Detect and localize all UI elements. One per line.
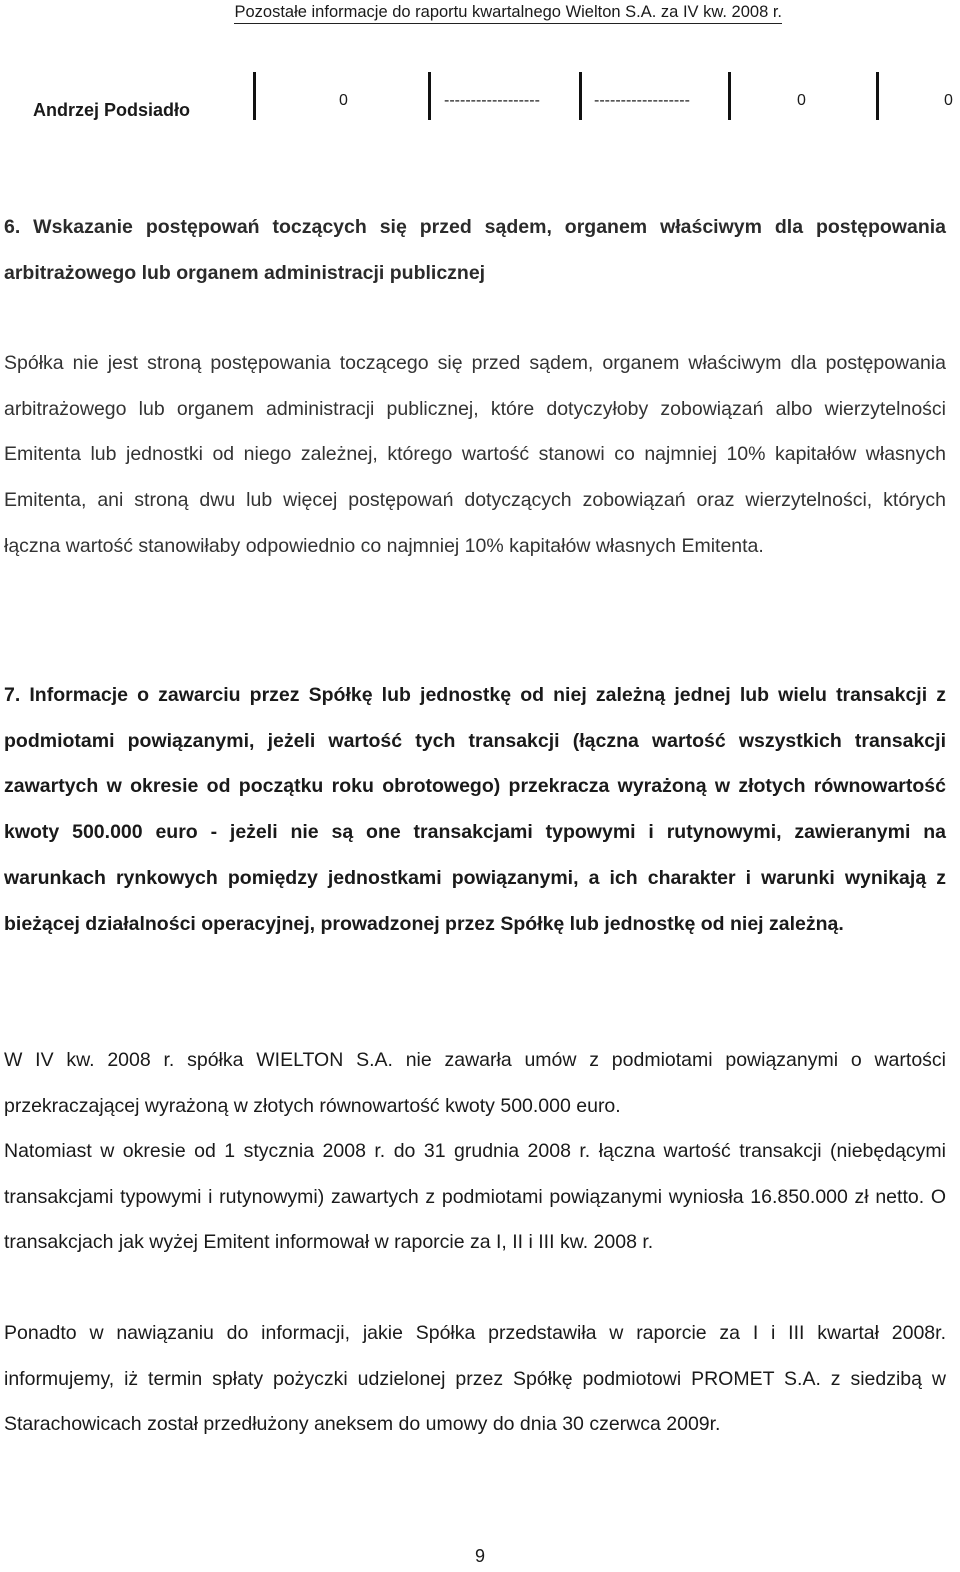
section-6-body: Spółka nie jest stroną postępowania toczącego się przed sądem, organem właściwym dla postępowania arbitrażowego lub organem administracji publicznej, które dotyczyłoby zobowiązań albo wierzytelności Emitenta lub jednostki od niego zależnej, którego wartość stanowi co najmniej 10% kapitałów własnych Emitenta, ani stroną dwu lub więcej postępowań dotyczących zobowiązań oraz wierzytelności, których łączna wartość stanowiłaby odpowiednio co najmniej 10% kapitałów własnych Emitenta. <box>4 352 946 557</box>
header-title: Pozostałe informacje do raportu kwartalnego Wielton S.A. za IV kw. 2008 r. <box>234 3 782 24</box>
table-cell-5: 0 <box>944 92 953 109</box>
table-divider <box>428 72 431 120</box>
table-cell-1: 0 <box>339 92 348 109</box>
table-divider <box>253 72 256 120</box>
table-divider <box>876 72 879 120</box>
page-number: 9 <box>474 1546 485 1566</box>
shareholding-table-row <box>0 72 960 120</box>
person-name: Andrzej Podsiadło <box>33 100 191 120</box>
section-7-paragraph-1: W IV kw. 2008 r. spółka WIELTON S.A. nie zawarła umów z podmiotami powiązanymi o wartości przekraczającej wyrażoną w złotych równowartość kwoty 500.000 euro. <box>4 1049 946 1117</box>
table-cell-2: ------------------ <box>444 92 540 109</box>
page-header <box>0 3 960 24</box>
table-cell-4: 0 <box>797 92 806 109</box>
table-divider <box>579 72 582 120</box>
section-7-paragraph-2: Natomiast w okresie od 1 stycznia 2008 r. do 31 grudnia 2008 r. łączna wartość transakcji (niebędącymi transakcjami typowymi i rutynowymi) zawartych z podmiotami powiązanymi wyniosła 16.850.000 zł netto. O transakcjach jak wyżej Emitent informował w raporcie za I, II i III kw. 2008 r. <box>4 1140 946 1254</box>
section-6-heading: 6. Wskazanie postępowań toczących się przed sądem, organem właściwym dla postępowania arbitrażowego lub organem administracji publicznej <box>4 216 946 284</box>
table-cell-3: ------------------ <box>594 92 690 109</box>
table-divider <box>728 72 731 120</box>
section-7-heading: 7. Informacje o zawarciu przez Spółkę lub jednostkę od niej zależną jednej lub wielu transakcji z podmiotami powiązanymi, jeżeli wartość tych transakcji (łączna wartość wszystkich transakcji zawartych w okresie od początku roku obrotowego) przekracza wyrażoną w złotych równowartość kwoty 500.000 euro - jeżeli nie są one transakcjami typowymi i rutynowymi, zawieranymi na warunkach rynkowych pomiędzy jednostkami powiązanymi, a ich charakter i warunki wynikają z bieżącej działalności operacyjnej, prowadzonej przez Spółkę lub jednostkę od niej zależną. <box>4 684 946 935</box>
section-7-paragraph-3: Ponadto w nawiązaniu do informacji, jakie Spółka przedstawiła w raporcie za I i III kwartał 2008r. informujemy, iż termin spłaty pożyczki udzielonej przez Spółkę podmiotowi PROMET S.A. z siedzibą w Starachowicach został przedłużony aneksem do umowy do dnia 30 czerwca 2009r. <box>4 1322 946 1436</box>
